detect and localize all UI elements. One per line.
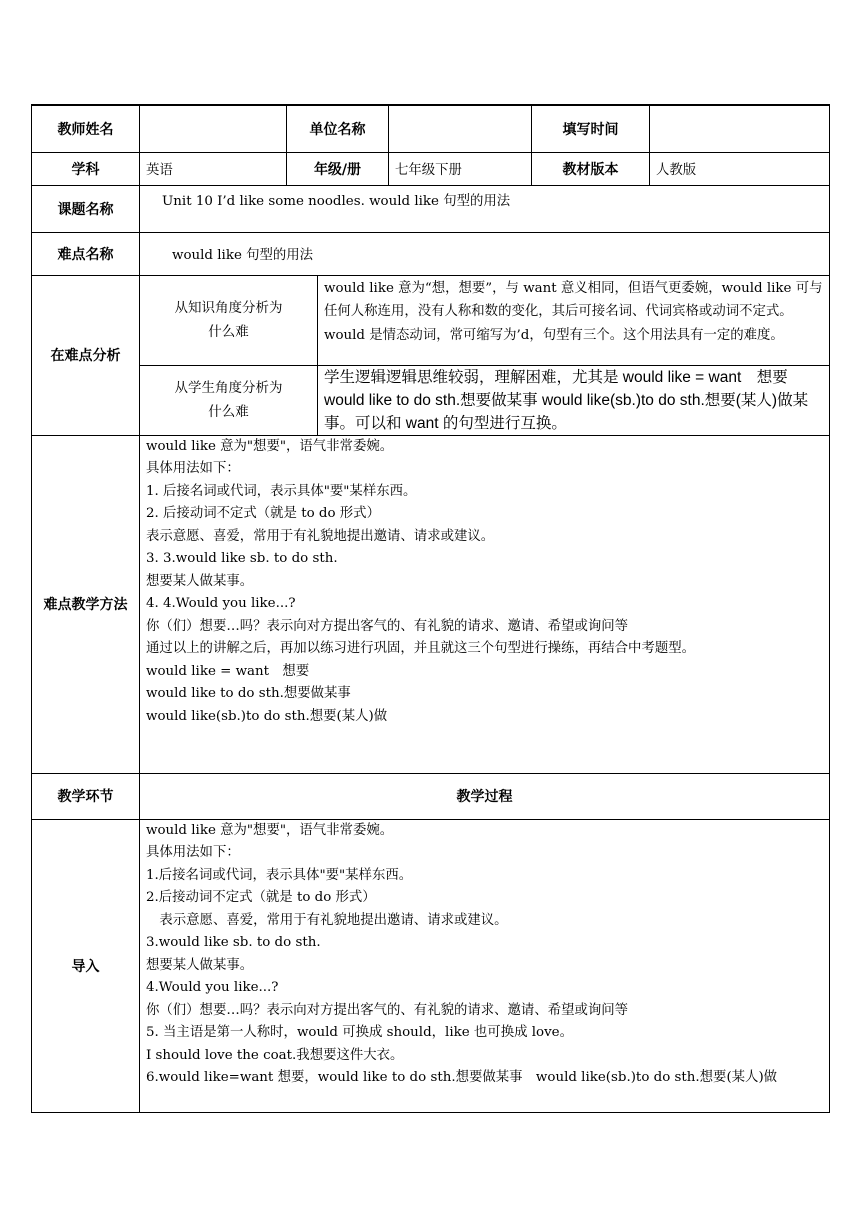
knowledge-label-line-2: 什么难 bbox=[208, 324, 249, 340]
knowledge-label-line-1: 从知识角度分析为 bbox=[174, 300, 283, 316]
intro-line: 5. 当主语是第一人称时，would 可换成 should，like 也可换成 love。 bbox=[146, 1025, 573, 1040]
intro-row bbox=[32, 819, 830, 1112]
subject-row bbox=[32, 152, 830, 185]
knowledge-analysis-text: would like 意为“想，想要”，与 want 意义相同，但语气更委婉，would like 可与任何人称连用，没有人称和数的变化，其后可接名词、代词宾格或动词不定式。would 是情态动词，常可缩写为’d，句型有三个。这个用法具有一定的难度。 bbox=[318, 275, 830, 365]
method-line: 1. 后接名词或代词，表示具体"要"某样东西。 bbox=[146, 483, 417, 499]
edition-label: 教材版本 bbox=[532, 152, 650, 185]
lesson-value: Unit 10 I’d like some noodles. would like 句型的用法 bbox=[140, 185, 830, 232]
fill-time-value bbox=[650, 105, 830, 152]
intro-line: 2.后接动词不定式（就是 to do 形式） bbox=[146, 890, 376, 905]
intro-line: I should love the coat.我想要这件大衣。 bbox=[146, 1047, 404, 1063]
difficulty-row bbox=[32, 232, 830, 275]
method-line: 具体用法如下： bbox=[146, 461, 240, 476]
analysis-label: 在难点分析 bbox=[32, 275, 140, 435]
intro-line: 4.Would you like...? bbox=[146, 980, 279, 995]
method-line: 表示意愿、喜爱，常用于有礼貌地提出邀请、请求或建议。 bbox=[146, 528, 495, 544]
lesson-row bbox=[32, 185, 830, 232]
method-line: 你（们）想要…吗？表示向对方提出客气的、有礼貌的请求、邀请、希望或询问等 bbox=[146, 618, 629, 634]
analysis-knowledge-row bbox=[32, 275, 830, 365]
intro-last-paragraph: 6.would like=want 想要，would like to do sth.想要做某事 would like(sb.)to do sth.想要(某人)做 bbox=[146, 1070, 778, 1085]
method-line: 想要某人做某事。 bbox=[146, 573, 254, 589]
student-analysis-text: 学生逻辑逻辑思维较弱，理解困难，尤其是 would like = want 想要 would like to do sth.想要做某事 would like(sb.)to do sth.想要(某人)做某事。可以和 want 的句型进行互换。 bbox=[318, 365, 830, 435]
lesson-design-form bbox=[31, 104, 829, 1113]
method-row bbox=[32, 435, 830, 773]
method-line: 2. 后接动词不定式（就是 to do 形式） bbox=[146, 506, 380, 521]
method-line: 3. 3.would like sb. to do sth. bbox=[146, 551, 338, 566]
difficulty-label: 难点名称 bbox=[32, 232, 140, 275]
method-line: 通过以上的讲解之后，再加以练习进行巩固，并且就这三个句型进行操练，再结合中考题型。 bbox=[146, 641, 696, 656]
difficulty-value: would like 句型的用法 bbox=[140, 232, 830, 275]
form-table bbox=[31, 104, 830, 1113]
method-line: would like(sb.)to do sth.想要(某人)做 bbox=[146, 708, 388, 724]
student-label-line-1: 从学生角度分析为 bbox=[174, 380, 283, 396]
method-label: 难点教学方法 bbox=[32, 435, 140, 773]
analysis-student-row bbox=[32, 365, 830, 435]
process-header-row bbox=[32, 773, 830, 819]
method-line: would like = want 想要 bbox=[146, 663, 310, 679]
method-line: 4. 4.Would you like...? bbox=[146, 596, 296, 611]
intro-line: 表示意愿、喜爱，常用于有礼貌地提出邀请、请求或建议。 bbox=[146, 912, 508, 928]
intro-line: 你（们）想要…吗？表示向对方提出客气的、有礼貌的请求、邀请、希望或询问等 bbox=[146, 1002, 629, 1018]
intro-line: 3.would like sb. to do sth. bbox=[146, 935, 321, 950]
student-label bbox=[140, 365, 318, 435]
header-row bbox=[32, 105, 830, 152]
teacher-name-value bbox=[140, 105, 287, 152]
edition-value: 人教版 bbox=[650, 152, 830, 185]
method-line: would like to do sth.想要做某事 bbox=[146, 686, 351, 701]
fill-time-label: 填写时间 bbox=[532, 105, 650, 152]
intro-line: 具体用法如下： bbox=[146, 845, 240, 860]
stage-header: 教学环节 bbox=[32, 773, 140, 819]
unit-name-value bbox=[389, 105, 532, 152]
lesson-label: 课题名称 bbox=[32, 185, 140, 232]
teacher-name-label: 教师姓名 bbox=[32, 105, 140, 152]
intro-line: would like 意为"想要"，语气非常委婉。 bbox=[146, 822, 394, 838]
subject-label: 学科 bbox=[32, 152, 140, 185]
grade-label: 年级/册 bbox=[287, 152, 389, 185]
intro-content bbox=[140, 819, 830, 1112]
intro-label: 导入 bbox=[32, 819, 140, 1112]
intro-line: 1.后接名词或代词，表示具体"要"某样东西。 bbox=[146, 867, 413, 883]
process-header: 教学过程 bbox=[140, 773, 830, 819]
intro-line: 想要某人做某事。 bbox=[146, 957, 254, 973]
unit-name-label: 单位名称 bbox=[287, 105, 389, 152]
knowledge-label bbox=[140, 275, 318, 365]
subject-value: 英语 bbox=[140, 152, 287, 185]
grade-value: 七年级下册 bbox=[389, 152, 532, 185]
method-content bbox=[140, 435, 830, 773]
method-line: would like 意为"想要"，语气非常委婉。 bbox=[146, 438, 394, 454]
student-label-line-2: 什么难 bbox=[208, 404, 249, 420]
